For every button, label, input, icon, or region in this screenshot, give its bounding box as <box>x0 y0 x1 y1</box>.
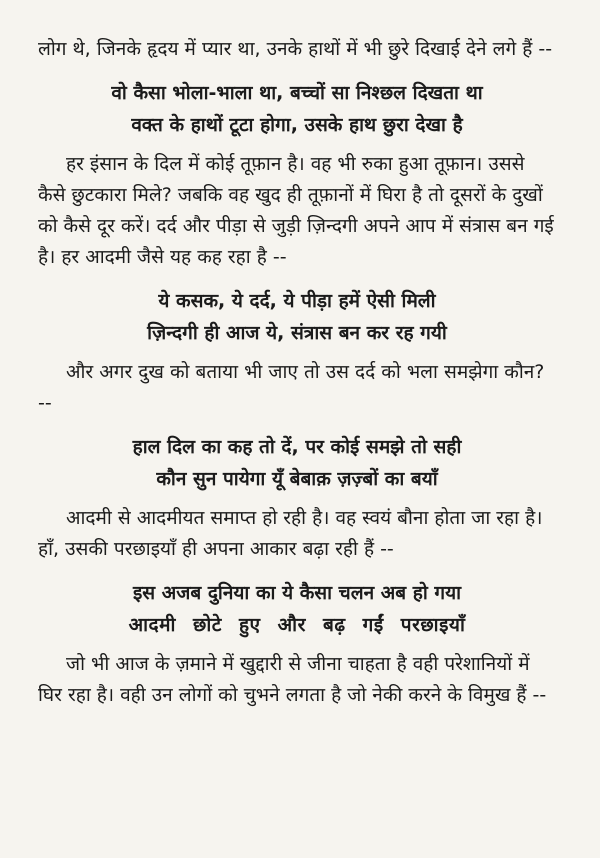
paragraph-3: और अगर दुख को बताया भी जाए तो उस दर्द को भला समझेगा कौन? -- <box>38 361 545 414</box>
couplet-1 <box>38 77 556 141</box>
paragraph-4: आदमी से आदमीयत समाप्त हो रही है। वह स्वयं बौना होता जा रहा है। हाँ, उसकी परछाइयाँ ही अपना आकार बढ़ा रही हैं -- <box>38 507 543 560</box>
couplet-3-line-1: हाल दिल का कह तो दें, पर कोई समझे तो सही <box>132 436 462 458</box>
paragraph-2: हर इंसान के दिल में कोई तूफ़ान है। वह भी रुका हुआ तूफ़ान। उससे कैसे छुटकारा मिले? जबकि वह खुद ही तूफ़ानों में घिरा है तो दूसरों के दुखों को कैसे दूर करें। दर्द और पीड़ा से जुड़ी ज़िन्दगी अपने आप में संत्रास बन गई है। हर आदमी जैसे यह कह रहा है -- <box>38 153 554 268</box>
couplet-1-line-1: वो कैसा भोला-भाला था, बच्चों सा निश्छल दिखता था <box>111 82 483 104</box>
paragraph-5: जो भी आज के ज़माने में खुद्दारी से जीना चाहता है वही परेशानियों में घिर रहा है। वही उन लोगों को चुभने लगता है जो नेकी करने के विमुख हैं -- <box>38 653 547 706</box>
couplet-4 <box>38 577 556 641</box>
couplet-2-line-1: ये कसक, ये दर्द, ये पीड़ा हमें ऐसी मिली <box>158 290 436 312</box>
couplet-3-line-2: कौन सुन पायेगा यूँ बेबाक़ ज़ज़्बों का बयाँ <box>156 468 438 490</box>
couplet-2 <box>38 285 556 349</box>
couplet-3 <box>38 431 556 495</box>
couplet-2-line-2: ज़िन्दगी ही आज ये, संत्रास बन कर रह गयी <box>147 322 447 344</box>
couplet-1-line-2: वक्त के हाथों टूटा होगा, उसके हाथ छुरा देखा है <box>131 114 463 136</box>
couplet-4-line-2: आदमी छोटे हुए और बढ़ गईं परछाइयाँ <box>128 614 466 636</box>
couplet-4-line-1: इस अजब दुनिया का ये कैसा चलन अब हो गया <box>132 582 462 604</box>
paragraph-1: लोग थे, जिनके हृदय में प्यार था, उनके हाथों में भी छुरे दिखाई देने लगे हैं -- <box>38 38 553 60</box>
